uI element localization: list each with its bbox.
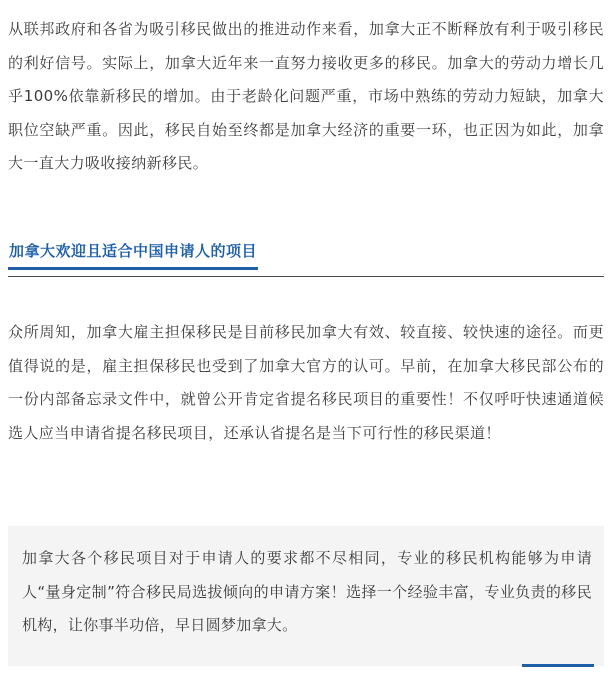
- intro-paragraph: 从联邦政府和各省为吸引移民做出的推进动作来看，加拿大正不断释放有利于吸引移民的利好信号。实际上，加拿大近年来一直努力接收更多的移民。加拿大的劳动力增长几乎100%依靠新移民的增加。由于老龄化问题严重，市场中熟练的劳动力短缺，加拿大职位空缺严重。因此，移民自始至终都是加拿大经济的重要一环，也正因为如此，加拿大一直大力吸收接纳新移民。: [8, 20, 604, 172]
- callout-box: [8, 526, 604, 666]
- section-heading: 加拿大欢迎且适合中国申请人的项目: [8, 240, 258, 270]
- section-heading-block: [8, 230, 604, 277]
- callout-accent-bar: [522, 664, 594, 667]
- body-paragraph: 众所周知，加拿大雇主担保移民是目前移民加拿大有效、较直接、较快速的途径。而更值得说的是，雇主担保移民也受到了加拿大官方的认可。早前，在加拿大移民部公布的一份内部备忘录文件中，就曾公开肯定省提名移民项目的重要性！不仅呼吁快速通道候选人应当申请省提名移民项目，还承认省提名是当下可行性的移民渠道！: [8, 323, 604, 442]
- callout-text: 加拿大各个移民项目对于申请人的要求都不尽相同，专业的移民机构能够为申请人“量身定制”符合移民局选拔倾向的申请方案！选择一个经验丰富，专业负责的移民机构，让你事半功倍，早日圆梦加拿大。: [22, 549, 592, 634]
